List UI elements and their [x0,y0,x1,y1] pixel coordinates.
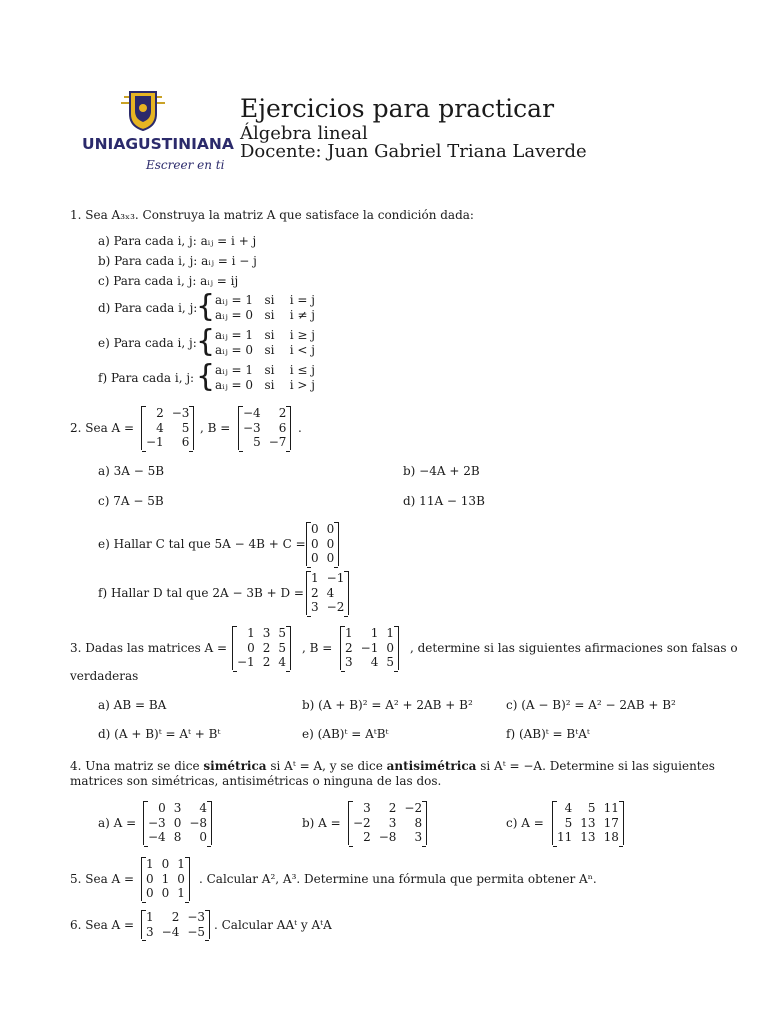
matrix-entry: 0 [326,522,335,536]
matrix-entry: 11 [603,801,619,815]
problem-3-tail-2: verdaderas [70,669,139,683]
problem-3c: c) (A − B)² = A² − 2AB + B² [506,698,676,712]
matrix-entry: 1 [161,871,170,886]
problem-2d: d) 11A − 13B [403,494,485,508]
matrix-entry: 1 [146,910,154,924]
problem-1d-label: d) Para cada i, j: [98,301,198,315]
problem-6-tail: . Calcular AAᵗ y AᵗA [214,918,332,932]
matrix-6-A [141,910,210,939]
matrix-entry: 2 [171,910,180,924]
matrix-entry: 0 [199,830,208,844]
matrix-entry: 5 [253,435,261,449]
svg-text:UNIAGUSTINIANA: UNIAGUSTINIANA [82,135,234,153]
matrix-entry: 3 [262,626,271,640]
matrix-2-F [306,571,349,615]
problem-4b-label: b) A = [302,816,341,830]
matrix-entry: 0 [161,857,170,871]
matrix-entry: 3 [146,924,154,939]
matrix-entry: 0 [311,551,319,565]
matrix-entry: 2 [156,406,164,420]
matrix-entry: −4 [243,406,261,420]
matrix-entry: 1 [177,857,185,871]
matrix-2-A [141,406,194,450]
problem-1a: a) Para cada i, j: aᵢⱼ = i + j [98,234,257,248]
matrix-entry: 2 [363,830,371,844]
svg-text:Escreer en ti: Escreer en ti [146,158,225,172]
matrix-entry: 0 [146,886,154,900]
matrix-entry: −1 [237,655,255,669]
matrix-3-A [232,626,291,670]
matrix-entry: −2 [404,801,423,815]
problem-2a: a) 3A − 5B [98,464,165,478]
matrix-entry: 0 [158,801,166,815]
matrix-4-A [143,801,212,845]
problem-2f: f) Hallar D tal que 2A − 3B + D = [98,586,304,600]
matrix-entry: −2 [353,815,371,830]
problem-2-lead: 2. Sea A = [70,421,135,435]
matrix-entry: −3 [187,910,206,924]
problem-2b: b) −4A + 2B [403,464,480,478]
matrix-entry: 1 [146,857,154,871]
matrix-entry: 1 [386,626,394,640]
problem-3-tail: , determine si las siguientes afirmaciones son falsas o [410,641,738,655]
matrix-entry: 0 [177,871,185,886]
matrix-entry: 3 [173,801,182,815]
problem-5-lead: 5. Sea A = [70,872,135,886]
problem-2e: e) Hallar C tal que 5A − 4B + C = [98,537,306,551]
brace-symbol: { [196,359,216,394]
matrix-entry: −5 [187,924,206,939]
matrix-entry: 4 [370,655,379,669]
problem-2-end: . [298,421,302,435]
problem-3d: d) (A + B)ᵗ = Aᵗ + Bᵗ [98,727,221,741]
matrix-entry: 1 [311,571,319,585]
matrix-entry: 5 [181,420,190,435]
problem-1f-case-1: aᵢⱼ = 1 si i ≤ j [215,363,315,377]
matrix-entry: 8 [173,830,182,844]
matrix-entry: −8 [378,830,397,844]
matrix-entry: 2 [262,640,271,655]
matrix-entry: 13 [580,815,596,830]
matrix-entry: −8 [189,815,208,830]
matrix-4-B [348,801,427,845]
problem-1-stem: 1. Sea A₃ₓ₃. Construya la matriz A que satisface la condición dada: [70,208,474,222]
matrix-entry: 2 [262,655,271,669]
term-antisymmetric: antisimétrica [386,759,477,773]
problem-3a: a) AB = BA [98,698,167,712]
problem-1d-case-1: aᵢⱼ = 1 si i = j [215,293,315,307]
matrix-entry: 2 [278,406,287,420]
problem-3-mid: , B = [302,641,333,655]
problem-2-mid: , B = [200,421,231,435]
matrix-entry: 13 [580,830,596,844]
matrix-entry: −1 [326,571,345,585]
subject-name: Álgebra lineal [240,123,368,144]
matrix-entry: 6 [181,435,190,449]
problem-1e-label: e) Para cada i, j: [98,336,197,350]
matrix-entry: 5 [564,815,573,830]
problem-4-text-b: si Aᵗ = A, y se dice [270,759,383,773]
matrix-entry: 2 [311,585,319,600]
brace-symbol: { [196,289,216,324]
matrix-entry: −1 [146,435,164,449]
problem-1e-case-2: aᵢⱼ = 0 si i < j [215,343,315,357]
matrix-entry: −4 [148,830,166,844]
matrix-entry: 3 [388,815,397,830]
matrix-entry: 5 [587,801,596,815]
matrix-entry: 3 [363,801,371,815]
matrix-entry: 5 [278,640,286,655]
matrix-5-A [141,857,190,901]
matrix-entry: 0 [146,871,154,886]
problem-1e-case-1: aᵢⱼ = 1 si i ≥ j [215,328,315,342]
teacher-name: Docente: Juan Gabriel Triana Laverde [240,141,587,162]
matrix-entry: 4 [564,801,573,815]
matrix-entry: 0 [247,640,255,655]
matrix-entry: −4 [161,924,180,939]
problem-4c-label: c) A = [506,816,544,830]
problem-3e: e) (AB)ᵗ = AᵗBᵗ [302,727,389,741]
matrix-entry: 0 [311,536,319,551]
matrix-entry: 4 [326,585,335,600]
problem-1f-label: f) Para cada i, j: [98,371,195,385]
matrix-entry: 0 [386,640,394,655]
problem-1b: b) Para cada i, j: aᵢⱼ = i − j [98,254,257,268]
problem-1f-case-2: aᵢⱼ = 0 si i > j [215,378,315,392]
problem-2c: c) 7A − 5B [98,494,164,508]
matrix-entry: 11 [557,830,573,844]
matrix-entry: 5 [386,655,394,669]
matrix-2-E [306,522,339,566]
problem-3f: f) (AB)ᵗ = BᵗAᵗ [506,727,590,741]
matrix-entry: 2 [388,801,397,815]
matrix-entry: 1 [177,886,185,900]
problem-3-lead: 3. Dadas las matrices A = [70,641,228,655]
matrix-entry: 18 [603,830,619,844]
matrix-entry: 0 [173,815,182,830]
matrix-entry: −3 [171,406,190,420]
matrix-entry: 4 [156,420,164,435]
matrix-entry: 8 [414,815,423,830]
problem-6-lead: 6. Sea A = [70,918,135,932]
problem-5-tail: . Calcular A², A³. Determine una fórmula que permita obtener Aⁿ. [199,872,597,886]
matrix-entry: 1 [345,626,353,640]
matrix-3-B [340,626,399,670]
matrix-entry: 3 [414,830,423,844]
problem-4-text-a: 4. Una matriz se dice [70,759,200,773]
problem-4-line-1 [70,759,715,773]
matrix-entry: 6 [278,420,287,435]
matrix-entry: 3 [311,600,319,614]
matrix-entry: 0 [326,551,335,565]
matrix-entry: 2 [345,640,353,655]
matrix-entry: 4 [278,655,286,669]
matrix-entry: 1 [370,626,379,640]
matrix-entry: 0 [161,886,170,900]
matrix-entry: 17 [603,815,619,830]
matrix-entry: 3 [345,655,353,669]
problem-4a-label: a) A = [98,816,137,830]
problem-4-text-c: si Aᵗ = −A. Determine si las siguientes [480,759,715,773]
matrix-entry: −3 [243,420,261,435]
term-symmetric: simétrica [203,759,267,773]
matrix-entry: −7 [268,435,287,449]
problem-3b: b) (A + B)² = A² + 2AB + B² [302,698,473,712]
matrix-2-B [238,406,291,450]
matrix-entry: −1 [360,640,379,655]
matrix-entry: 4 [199,801,208,815]
page-title: Ejercicios para practicar [240,94,555,123]
brace-symbol: { [196,324,216,359]
matrix-entry: 1 [247,626,255,640]
matrix-entry: 5 [278,626,286,640]
problem-1d-case-2: aᵢⱼ = 0 si i ≠ j [215,308,315,322]
matrix-entry: 0 [311,522,319,536]
matrix-entry: −3 [148,815,166,830]
shield-icon [74,86,234,178]
matrix-entry: −2 [326,600,345,614]
matrix-4-C [552,801,624,845]
matrix-entry: 0 [326,536,335,551]
problem-4-line-2: matrices son simétricas, antisimétricas o ninguna de las dos. [70,774,442,788]
university-logo [74,86,234,178]
problem-1c: c) Para cada i, j: aᵢⱼ = ij [98,274,239,288]
